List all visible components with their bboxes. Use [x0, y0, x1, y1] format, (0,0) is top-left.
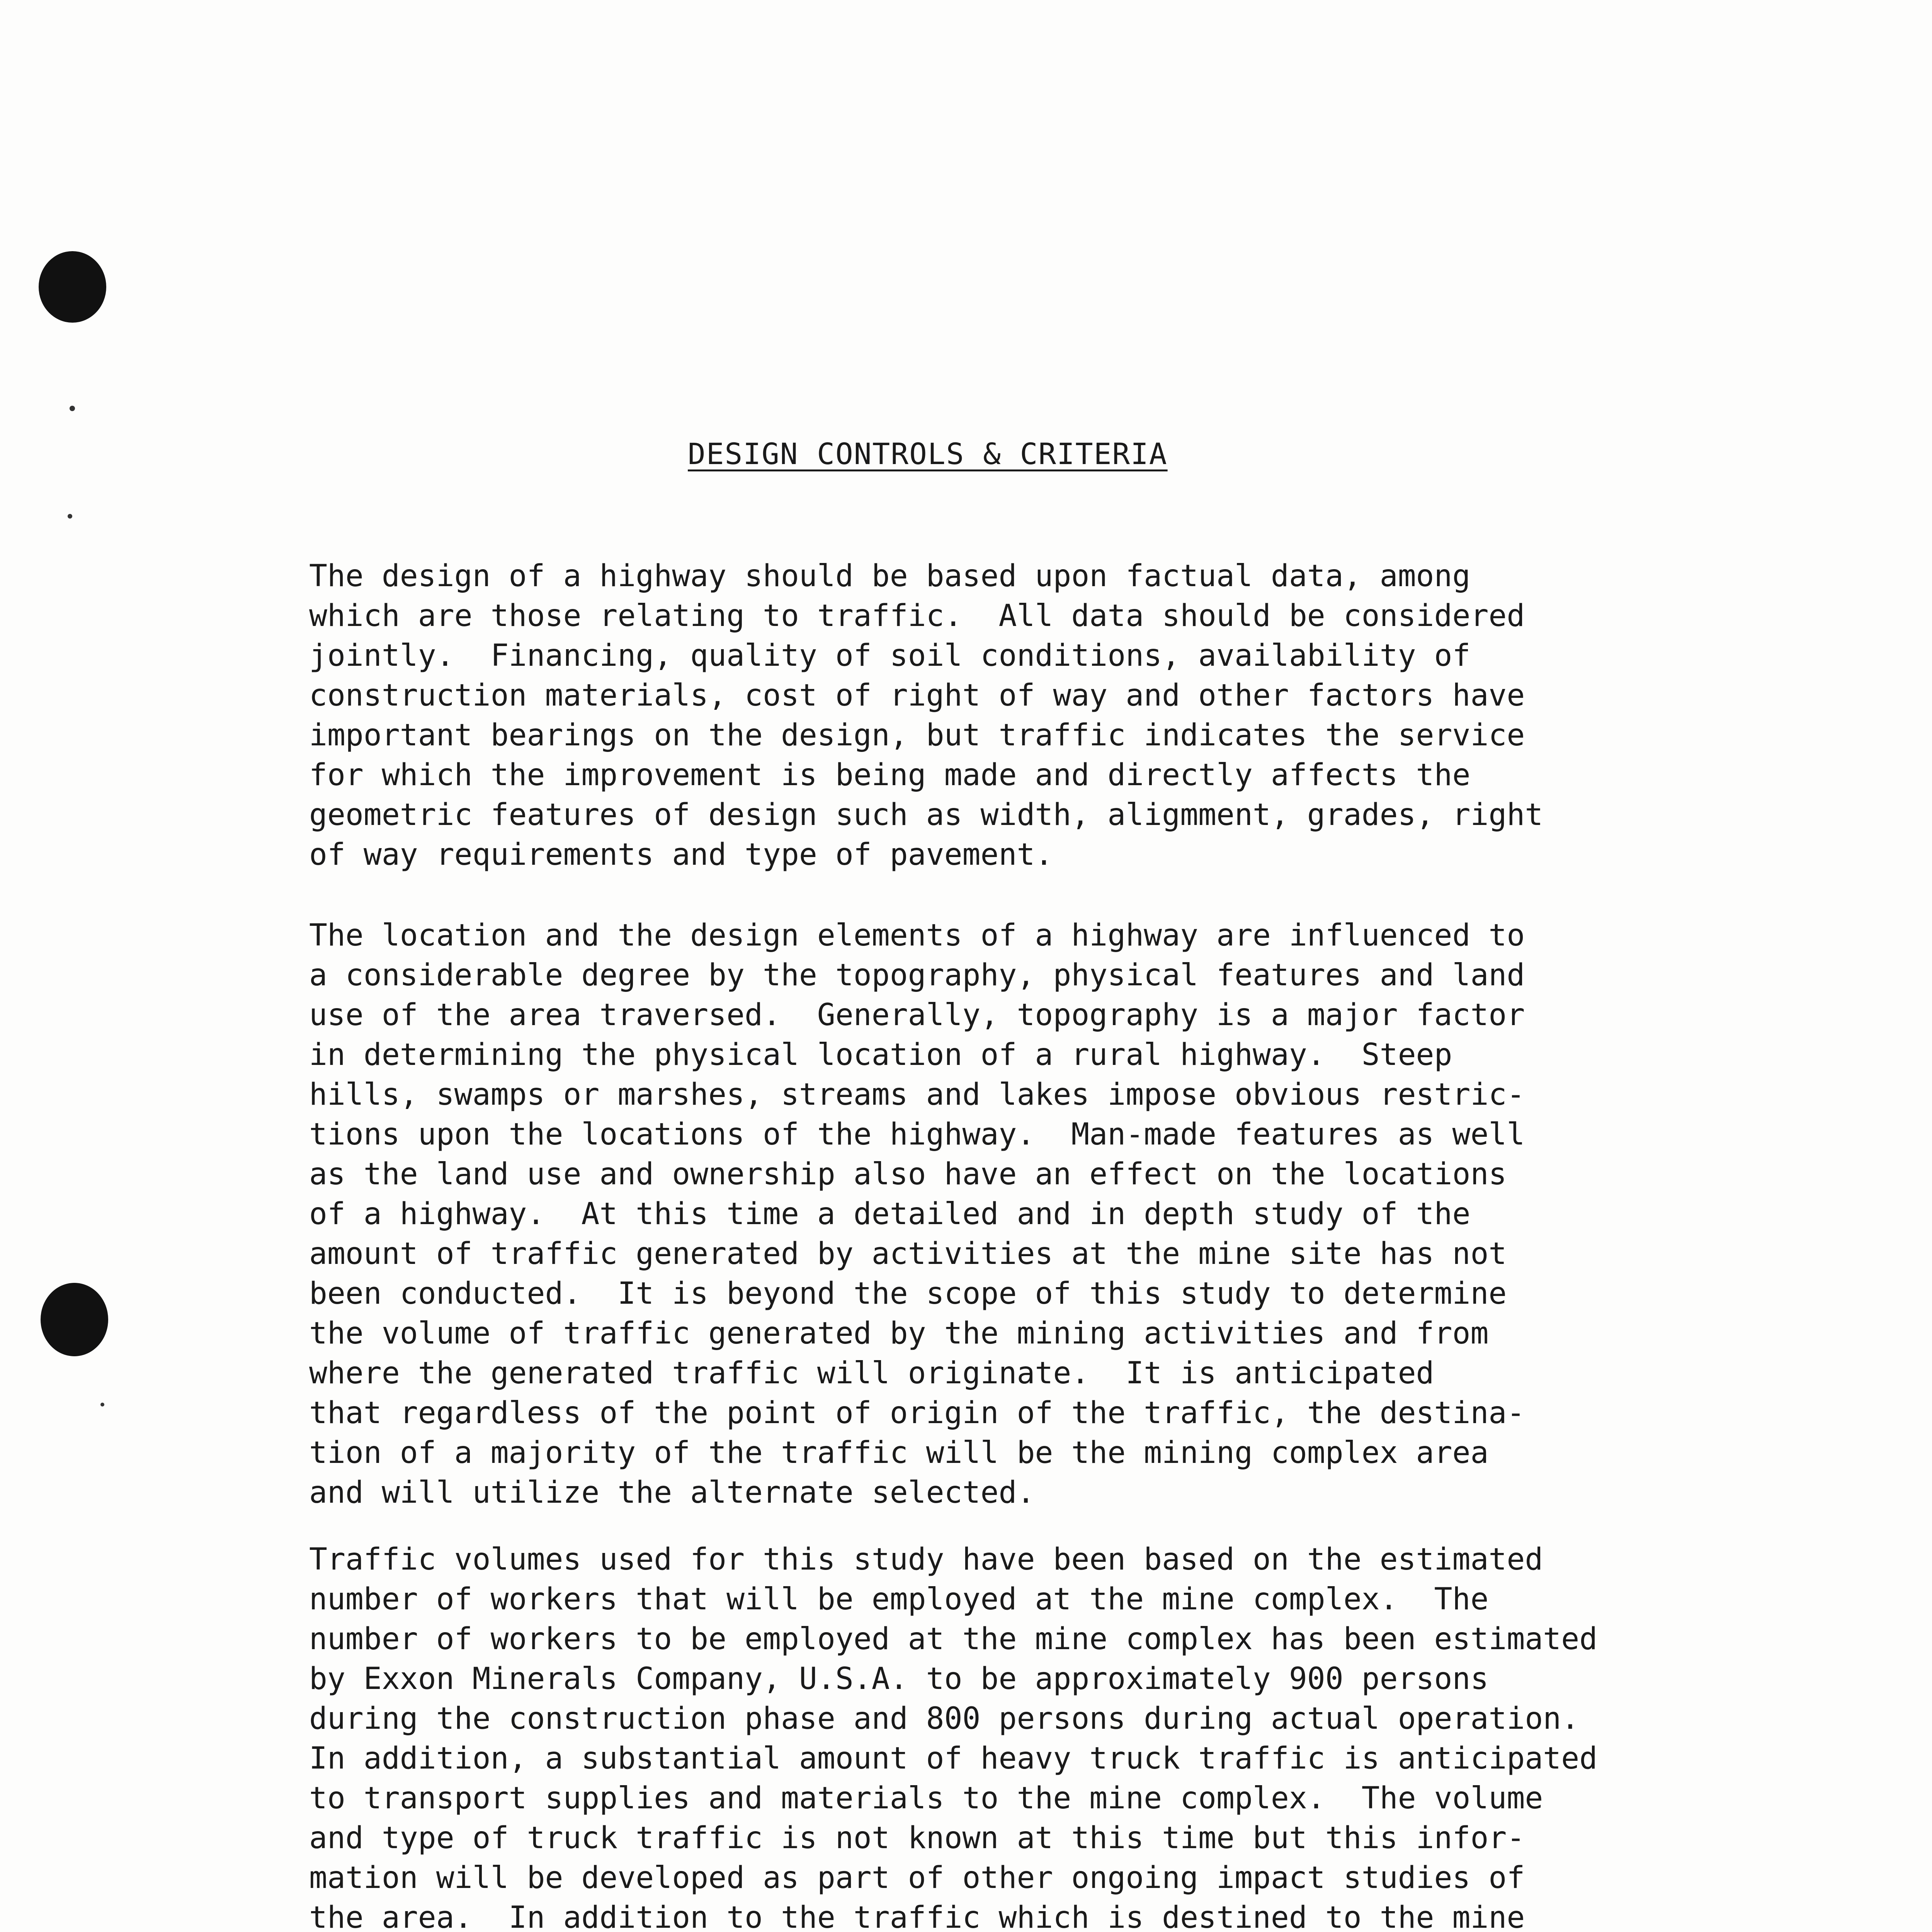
text-line: of way requirements and type of pavement. — [309, 837, 1053, 872]
text-line: Traffic volumes used for this study have been based on the estimated — [309, 1542, 1543, 1577]
scan-speck — [100, 1403, 104, 1406]
text-line: of a highway. At this time a detailed and in depth study of the — [309, 1197, 1471, 1231]
text-line: the volume of traffic generated by the mining activities and from — [309, 1316, 1489, 1351]
document-title: DESIGN CONTROLS & CRITERIA — [688, 437, 1168, 471]
punch-hole-top — [39, 251, 106, 323]
paragraph-design-basis — [309, 556, 1739, 875]
text-line: tions upon the locations of the highway. Man-made features as well — [309, 1117, 1525, 1152]
text-line: that regardless of the point of origin of the traffic, the destina- — [309, 1396, 1525, 1430]
text-line: during the construction phase and 800 persons during actual operation. — [309, 1701, 1580, 1736]
paragraph-traffic-volumes — [309, 1540, 1739, 1932]
text-line: where the generated traffic will originate. It is anticipated — [309, 1356, 1434, 1391]
text-line: In addition, a substantial amount of heavy truck traffic is anticipated — [309, 1741, 1598, 1776]
scan-speck — [68, 514, 72, 519]
text-line: important bearings on the design, but traffic indicates the service — [309, 718, 1525, 753]
scan-speck — [70, 406, 75, 411]
text-line: mation will be developed as part of other ongoing impact studies of — [309, 1861, 1525, 1895]
text-line: by Exxon Minerals Company, U.S.A. to be approximately 900 persons — [309, 1662, 1489, 1696]
text-line: number of workers that will be employed at the mine complex. The — [309, 1582, 1489, 1617]
text-line: which are those relating to traffic. All data should be considered — [309, 599, 1525, 633]
text-line: the area. In addition to the traffic which is destined to the mine — [309, 1900, 1525, 1932]
text-line: in determining the physical location of a rural highway. Steep — [309, 1037, 1452, 1072]
punch-hole-middle — [41, 1283, 108, 1356]
text-line: hills, swamps or marshes, streams and lakes impose obvious restric- — [309, 1077, 1525, 1112]
text-line: jointly. Financing, quality of soil conditions, availability of — [309, 638, 1471, 673]
text-line: to transport supplies and materials to the mine complex. The volume — [309, 1781, 1543, 1816]
paragraph-location-design — [309, 916, 1739, 1513]
text-line: The design of a highway should be based upon factual data, among — [309, 559, 1471, 594]
text-line: as the land use and ownership also have an effect on the locations — [309, 1157, 1507, 1192]
text-line: and type of truck traffic is not known at this time but this infor- — [309, 1821, 1525, 1855]
text-line: number of workers to be employed at the mine complex has been estimated — [309, 1622, 1598, 1656]
text-line: for which the improvement is being made and directly affects the — [309, 758, 1471, 793]
text-line: tion of a majority of the traffic will be the mining complex area — [309, 1435, 1489, 1470]
text-line: and will utilize the alternate selected. — [309, 1475, 1035, 1510]
text-line: a considerable degree by the topography, physical features and land — [309, 958, 1525, 993]
text-line: geometric features of design such as width, aligmment, grades, right — [309, 798, 1543, 832]
text-line: The location and the design elements of a highway are influenced to — [309, 918, 1525, 953]
text-line: construction materials, cost of right of way and other factors have — [309, 678, 1525, 713]
text-line: amount of traffic generated by activities at the mine site has not — [309, 1236, 1507, 1271]
text-line: use of the area traversed. Generally, topography is a major factor — [309, 998, 1525, 1032]
text-line: been conducted. It is beyond the scope of this study to determine — [309, 1276, 1507, 1311]
